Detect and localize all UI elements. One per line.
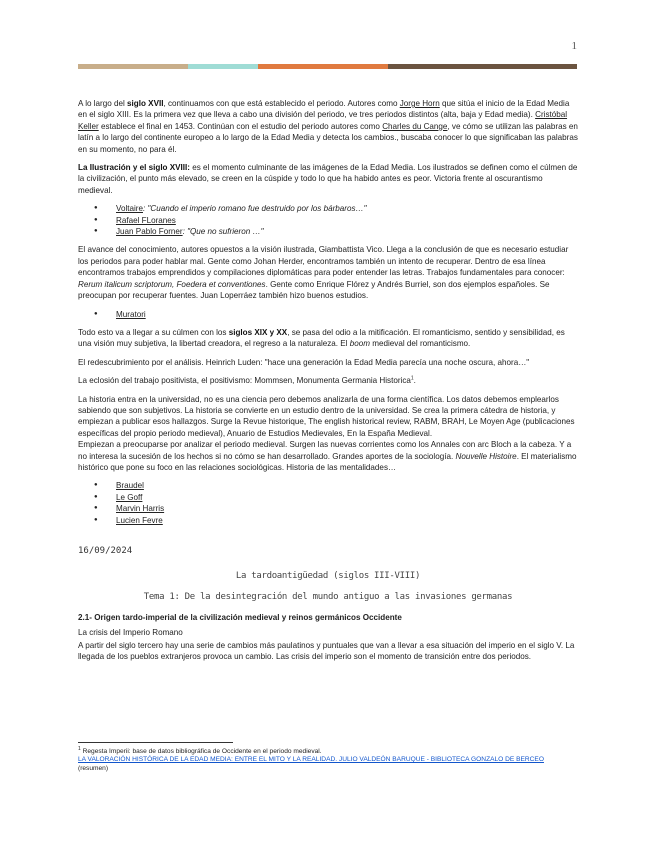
- section-title: 2.1- Origen tardo-imperial de la civilización medieval y reinos germánicos Occidente: [78, 613, 402, 623]
- color-bar-segment-brown: [388, 64, 577, 69]
- author-link-lucien-fevre[interactable]: Lucien Fevre: [116, 515, 163, 525]
- italic-text: Rerum italicum scriptorum, Foedera et conventiones: [78, 279, 266, 289]
- author-link-braudel[interactable]: Braudel: [116, 481, 144, 491]
- text: El avance del conocimiento, autores opuestos a la visión ilustrada, Giambattista Vico. Llega a la conclusión de que es necesario estudiar los periodos para poder hablar mal. Gente como Johan Herder, encontramos también un intento de recuperar. Dentro de esa línea encontramos trabajos emprendidos y compilaciones diplomáticas para poder entender las letras. Trabajos fundamentales para conocer:: [78, 245, 569, 278]
- quote: : "Que no sufrieron …": [182, 227, 264, 237]
- text: es el momento culminante de las imágenes de la Edad Media. Los ilustrados se definen como el cúlmen de la civilización, el punto más elevado, se creen en la cúspide y todo lo que ha habido antes es peor. Victoria frente al oscurantismo medieval.: [78, 163, 578, 195]
- footnotes: [78, 745, 578, 773]
- text: , se pasa del odio a la mitificación. El romanticismo, sentido y sensibilidad, es una visión muy subjetiva, la libertad creadora, el regreso a la naturaleza. El: [78, 327, 565, 349]
- header-color-bar: [78, 64, 577, 69]
- text: La historia entra en la universidad, no es una ciencia pero debemos analizarla de una forma científica. Los datos debemos emplearlos sabiendo que son subjetivos. La historia se convierte en un estudio dentro de la universidad. Se crea la primera cátedra de historia, y empiezan a publicar esos hallazgos. Surge la Revue historique, The english historical review, RABM, BRAH, Le Moyen Age (publicaciones específicas del propio periodo medieval), Anuario de Estudios Medievales, En la España Medieval.: [78, 394, 575, 438]
- quote: : "Cuando el imperio romano fue destruido por los bárbaros…": [143, 204, 367, 214]
- paragraph-avance-conocimiento: [78, 244, 578, 301]
- author-link-marvin-harris[interactable]: Marvin Harris: [116, 504, 165, 514]
- section-text: A partir del siglo tercero hay una serie de cambios más paulatinos y puntuales que van a llevar a esa situación del imperio en el siglo V. La llegada de los pueblos extranjeros provoca un cambio. Las crisis del imperio son el momento de transición entre dos periodos.: [78, 641, 575, 662]
- text: establece el final en 1453. Continúan con el estudio del periodo autores como: [98, 121, 383, 131]
- list-item: [106, 503, 578, 514]
- author-link-voltaire[interactable]: Voltaire: [116, 204, 143, 214]
- bold-text: La Ilustración y el siglo XVIII:: [78, 163, 190, 173]
- paragraph-ilustracion: [78, 162, 578, 196]
- list-item: [106, 203, 578, 214]
- paragraph-universidad: [78, 394, 578, 474]
- text: A lo largo del: [78, 99, 128, 108]
- bold-text: siglo XVII: [127, 99, 164, 108]
- text: Empiezan a preocuparse por analizar el periodo medieval. Surgen las nuevas corrientes como los Annales con arc Bloch a la cabeza. Y a no interesa la sucesión de los hechos si no cómo se han desarrollado. Grandes aportes de la sociología.: [78, 440, 572, 461]
- footnote-text: Regesta Imperii: base de datos bibliográfica de Occidente en el periodo medieval.: [80, 748, 322, 755]
- author-link-juan-pablo-forner[interactable]: Juan Pablo Forner: [116, 227, 183, 237]
- author-link-muratori[interactable]: Muratori: [116, 309, 146, 319]
- page-number: 1: [571, 40, 577, 52]
- text: . Gente como Enrique Flórez y Andrés Burriel, son dos ejemplos españoles. Se preocupan por recuperar fuentes. Juan Loperráez también hizo buenos estudios.: [78, 279, 550, 301]
- text: Todo esto va a llegar a su cúlmen con los: [78, 327, 229, 337]
- footnote-divider: [78, 742, 233, 743]
- date-heading: 16/09/2024: [78, 546, 133, 556]
- author-link-jorge-horn[interactable]: Jorge Horn: [399, 99, 440, 108]
- text: La eclosión del trabajo positivista, el positivismo: Mommsen, Monumenta Germania Historica: [78, 376, 411, 386]
- heading-tardoantiguedad: La tardoantigüedad (siglos III-VIII): [235, 571, 421, 582]
- footnote-number: 1: [78, 745, 81, 752]
- footnote-resumen: (resumen): [78, 764, 109, 772]
- color-bar-segment-aqua: [188, 64, 258, 69]
- paragraph-positivismo: [78, 375, 578, 386]
- historians-list: [78, 480, 578, 526]
- ilustrados-list: [78, 203, 578, 237]
- paragraph-romanticismo: [78, 327, 578, 350]
- author-link-rafael-floranes[interactable]: Rafael FLoranes: [116, 215, 176, 225]
- italic-text: boom: [349, 339, 370, 349]
- text: , ve cómo se utilizan las palabras en latín a lo largo del continente europeo a lo largo de la Edad Media y detecta los cambios., buscaba conocer lo que significaban las palabras en su momento, no para él.: [78, 121, 578, 154]
- italic-text: Nouvelle Histoire: [455, 451, 517, 461]
- list-item: [106, 515, 578, 526]
- color-bar-segment-orange: [258, 64, 388, 69]
- paragraph-siglo-xvii: [78, 98, 578, 155]
- text: . El materialismo histórico que pone su foco en las relaciones sociológicas. Historia de las mentalidades…: [78, 451, 577, 472]
- section-subtitle: La crisis del Imperio Romano: [78, 627, 183, 637]
- footnote-source-link[interactable]: LA VALORACIÓN HISTÓRICA DE LA EDAD MEDIA: ENTRE EL MITO Y LA REALIDAD. JULIO VALDEÓN BARUQUE - BIBLIOTECA GONZALO DE BERCEO: [78, 756, 544, 764]
- list-item: [106, 226, 578, 237]
- footnote-ref[interactable]: 1: [410, 375, 414, 382]
- author-link-le-goff[interactable]: Le Goff: [116, 492, 143, 502]
- text: .: [413, 376, 416, 386]
- list-item: [106, 492, 578, 503]
- author-link-charles-du-cange[interactable]: Charles du Cange: [382, 121, 448, 131]
- list-item: [106, 309, 578, 320]
- text: , continuamos con que está establecido el periodo. Autores como: [163, 99, 400, 108]
- list-item: [106, 215, 578, 226]
- bold-text: siglos XIX y XX: [228, 327, 288, 337]
- list-item: [106, 480, 578, 491]
- text: que sitúa el inicio de la Edad Media en el siglo XIII. Es la primera vez que lleva a cabo una división del periodo, ve tres periodos distintos (alta, baja y Edad media).: [78, 99, 570, 120]
- muratori-list: [78, 309, 578, 320]
- author-link-cristobal-keller[interactable]: Cristóbal Keller: [78, 110, 568, 131]
- document-body: [78, 98, 578, 670]
- paragraph-redescubrimiento: El redescubrimiento por el análisis. Heinrich Luden: "hace una generación la Edad Media parecía una noche oscura, ahora…": [78, 357, 530, 367]
- heading-tema-1: Tema 1: De la desintegración del mundo antiguo a las invasiones germanas: [143, 591, 513, 602]
- text: medieval del romanticismo.: [370, 339, 471, 349]
- color-bar-segment-tan: [78, 64, 188, 69]
